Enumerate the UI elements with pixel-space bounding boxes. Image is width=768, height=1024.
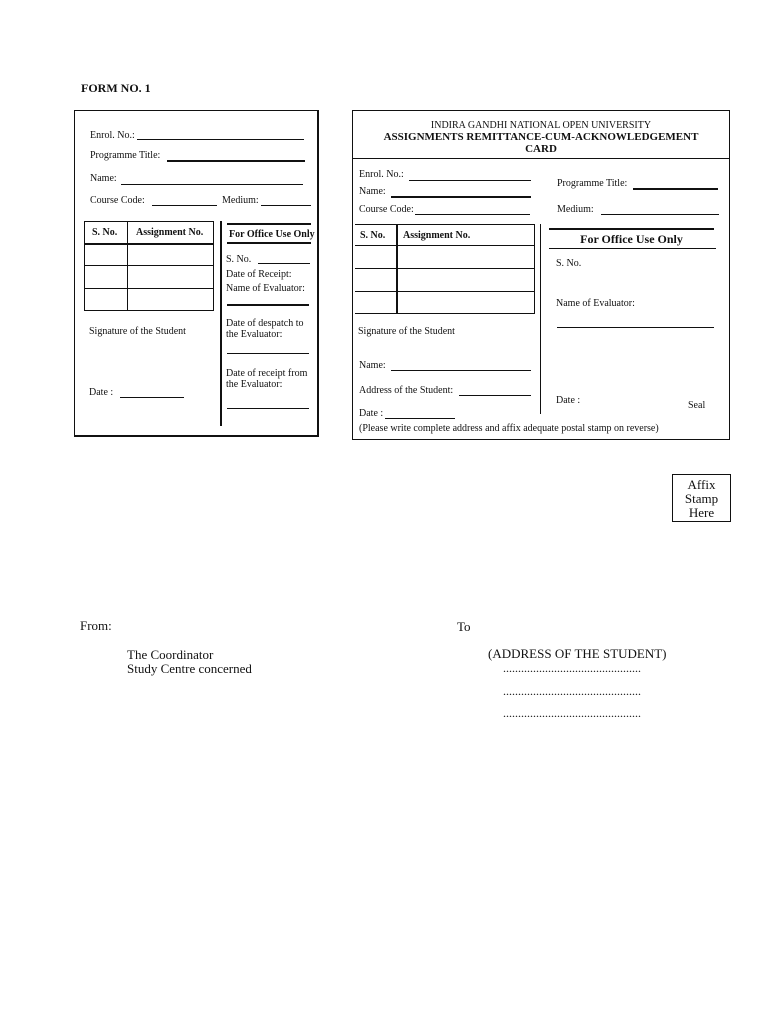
medium-field[interactable] <box>261 205 311 206</box>
student-copy-card <box>74 110 319 437</box>
date-label: Date : <box>89 387 114 398</box>
table-row[interactable] <box>355 268 534 269</box>
enrol-field[interactable] <box>137 139 304 140</box>
enrol-label: Enrol. No.: <box>90 130 135 141</box>
ack-name-label: Name: <box>359 186 386 197</box>
address-line-3[interactable]: .............................................. <box>503 706 641 720</box>
signature-label: Signature of the Student <box>89 326 186 337</box>
course-code-label: Course Code: <box>90 195 145 206</box>
office-use-heading: For Office Use Only <box>229 229 315 240</box>
despatch-label-2: the Evaluator: <box>226 329 283 340</box>
ack-evaluator-field[interactable] <box>557 327 714 328</box>
acknowledgement-card <box>352 110 730 440</box>
ack-address-field[interactable] <box>459 395 531 396</box>
ack-signature-label: Signature of the Student <box>358 326 455 337</box>
address-line-1[interactable]: .............................................. <box>503 661 641 675</box>
from-line-2: Study Centre concerned <box>127 661 252 676</box>
table-row[interactable] <box>355 291 534 292</box>
ack-assignment-table <box>355 224 535 314</box>
receipt-from-label-1: Date of receipt from <box>226 368 308 379</box>
despatch-label-1: Date of despatch to <box>226 318 304 329</box>
from-label: From: <box>80 618 112 633</box>
assignment-table <box>84 221 214 311</box>
course-code-field[interactable] <box>152 205 217 206</box>
university-name: INDIRA GANDHI NATIONAL OPEN UNIVERSITY <box>430 120 652 131</box>
ack-note: (Please write complete address and affix adequate postal stamp on reverse) <box>359 423 659 434</box>
ack-office-evaluator-label: Name of Evaluator: <box>556 298 635 309</box>
name-of-evaluator-label: Name of Evaluator: <box>226 283 305 294</box>
office-sno-field[interactable] <box>258 263 310 264</box>
ack-office-date-label: Date : <box>556 395 581 406</box>
to-heading: (ADDRESS OF THE STUDENT) <box>488 646 667 661</box>
ack-office-use-heading: For Office Use Only <box>580 232 683 246</box>
ack-programme-field[interactable] <box>633 188 718 190</box>
card-title-1: ASSIGNMENTS REMITTANCE-CUM-ACKNOWLEDGEMENT <box>383 131 699 143</box>
receipt-from-field[interactable] <box>227 408 309 409</box>
table-header-assignment: Assignment No. <box>136 227 204 238</box>
table-row[interactable] <box>85 288 213 289</box>
ack-date-field[interactable] <box>385 418 455 419</box>
receipt-from-label-2: the Evaluator: <box>226 379 283 390</box>
card-title-2: CARD <box>525 143 557 155</box>
stamp-box <box>672 474 731 522</box>
date-field[interactable] <box>120 397 184 398</box>
name-label: Name: <box>90 173 117 184</box>
address-line-2[interactable]: .............................................. <box>503 684 641 698</box>
form-number: FORM NO. 1 <box>81 81 151 95</box>
to-label: To <box>457 619 471 634</box>
ack-course-field[interactable] <box>415 214 530 215</box>
seal-label: Seal <box>688 400 706 411</box>
from-line-1: The Coordinator <box>127 647 214 662</box>
despatch-field[interactable] <box>227 353 309 354</box>
ack-course-label: Course Code: <box>359 204 414 215</box>
ack-date-label: Date : <box>359 408 384 419</box>
ack-enrol-label: Enrol. No.: <box>359 169 404 180</box>
stamp-text-2: Stamp <box>684 491 719 506</box>
ack-name2-field[interactable] <box>391 370 531 371</box>
ack-name2-label: Name: <box>359 360 386 371</box>
name-field[interactable] <box>121 184 303 185</box>
ack-address-label: Address of the Student: <box>359 385 454 396</box>
stamp-text-3: Here <box>688 505 715 520</box>
date-of-receipt-label: Date of Receipt: <box>226 269 292 280</box>
ack-name-field[interactable] <box>391 196 531 198</box>
table-header-sno: S. No. <box>92 227 118 238</box>
medium-label: Medium: <box>222 195 259 206</box>
ack-enrol-field[interactable] <box>409 180 531 181</box>
ack-programme-label: Programme Title: <box>557 178 628 189</box>
table-row[interactable] <box>85 265 213 266</box>
ack-medium-field[interactable] <box>601 214 719 215</box>
office-sno-label: S. No. <box>226 254 252 265</box>
ack-table-header-sno: S. No. <box>360 230 386 241</box>
ack-office-sno-label: S. No. <box>556 258 582 269</box>
stamp-text-1: Affix <box>687 477 716 492</box>
programme-field[interactable] <box>167 160 305 162</box>
programme-label: Programme Title: <box>90 150 161 161</box>
evaluator-field[interactable] <box>227 304 309 306</box>
ack-medium-label: Medium: <box>557 204 594 215</box>
ack-table-header-assignment: Assignment No. <box>403 230 471 241</box>
